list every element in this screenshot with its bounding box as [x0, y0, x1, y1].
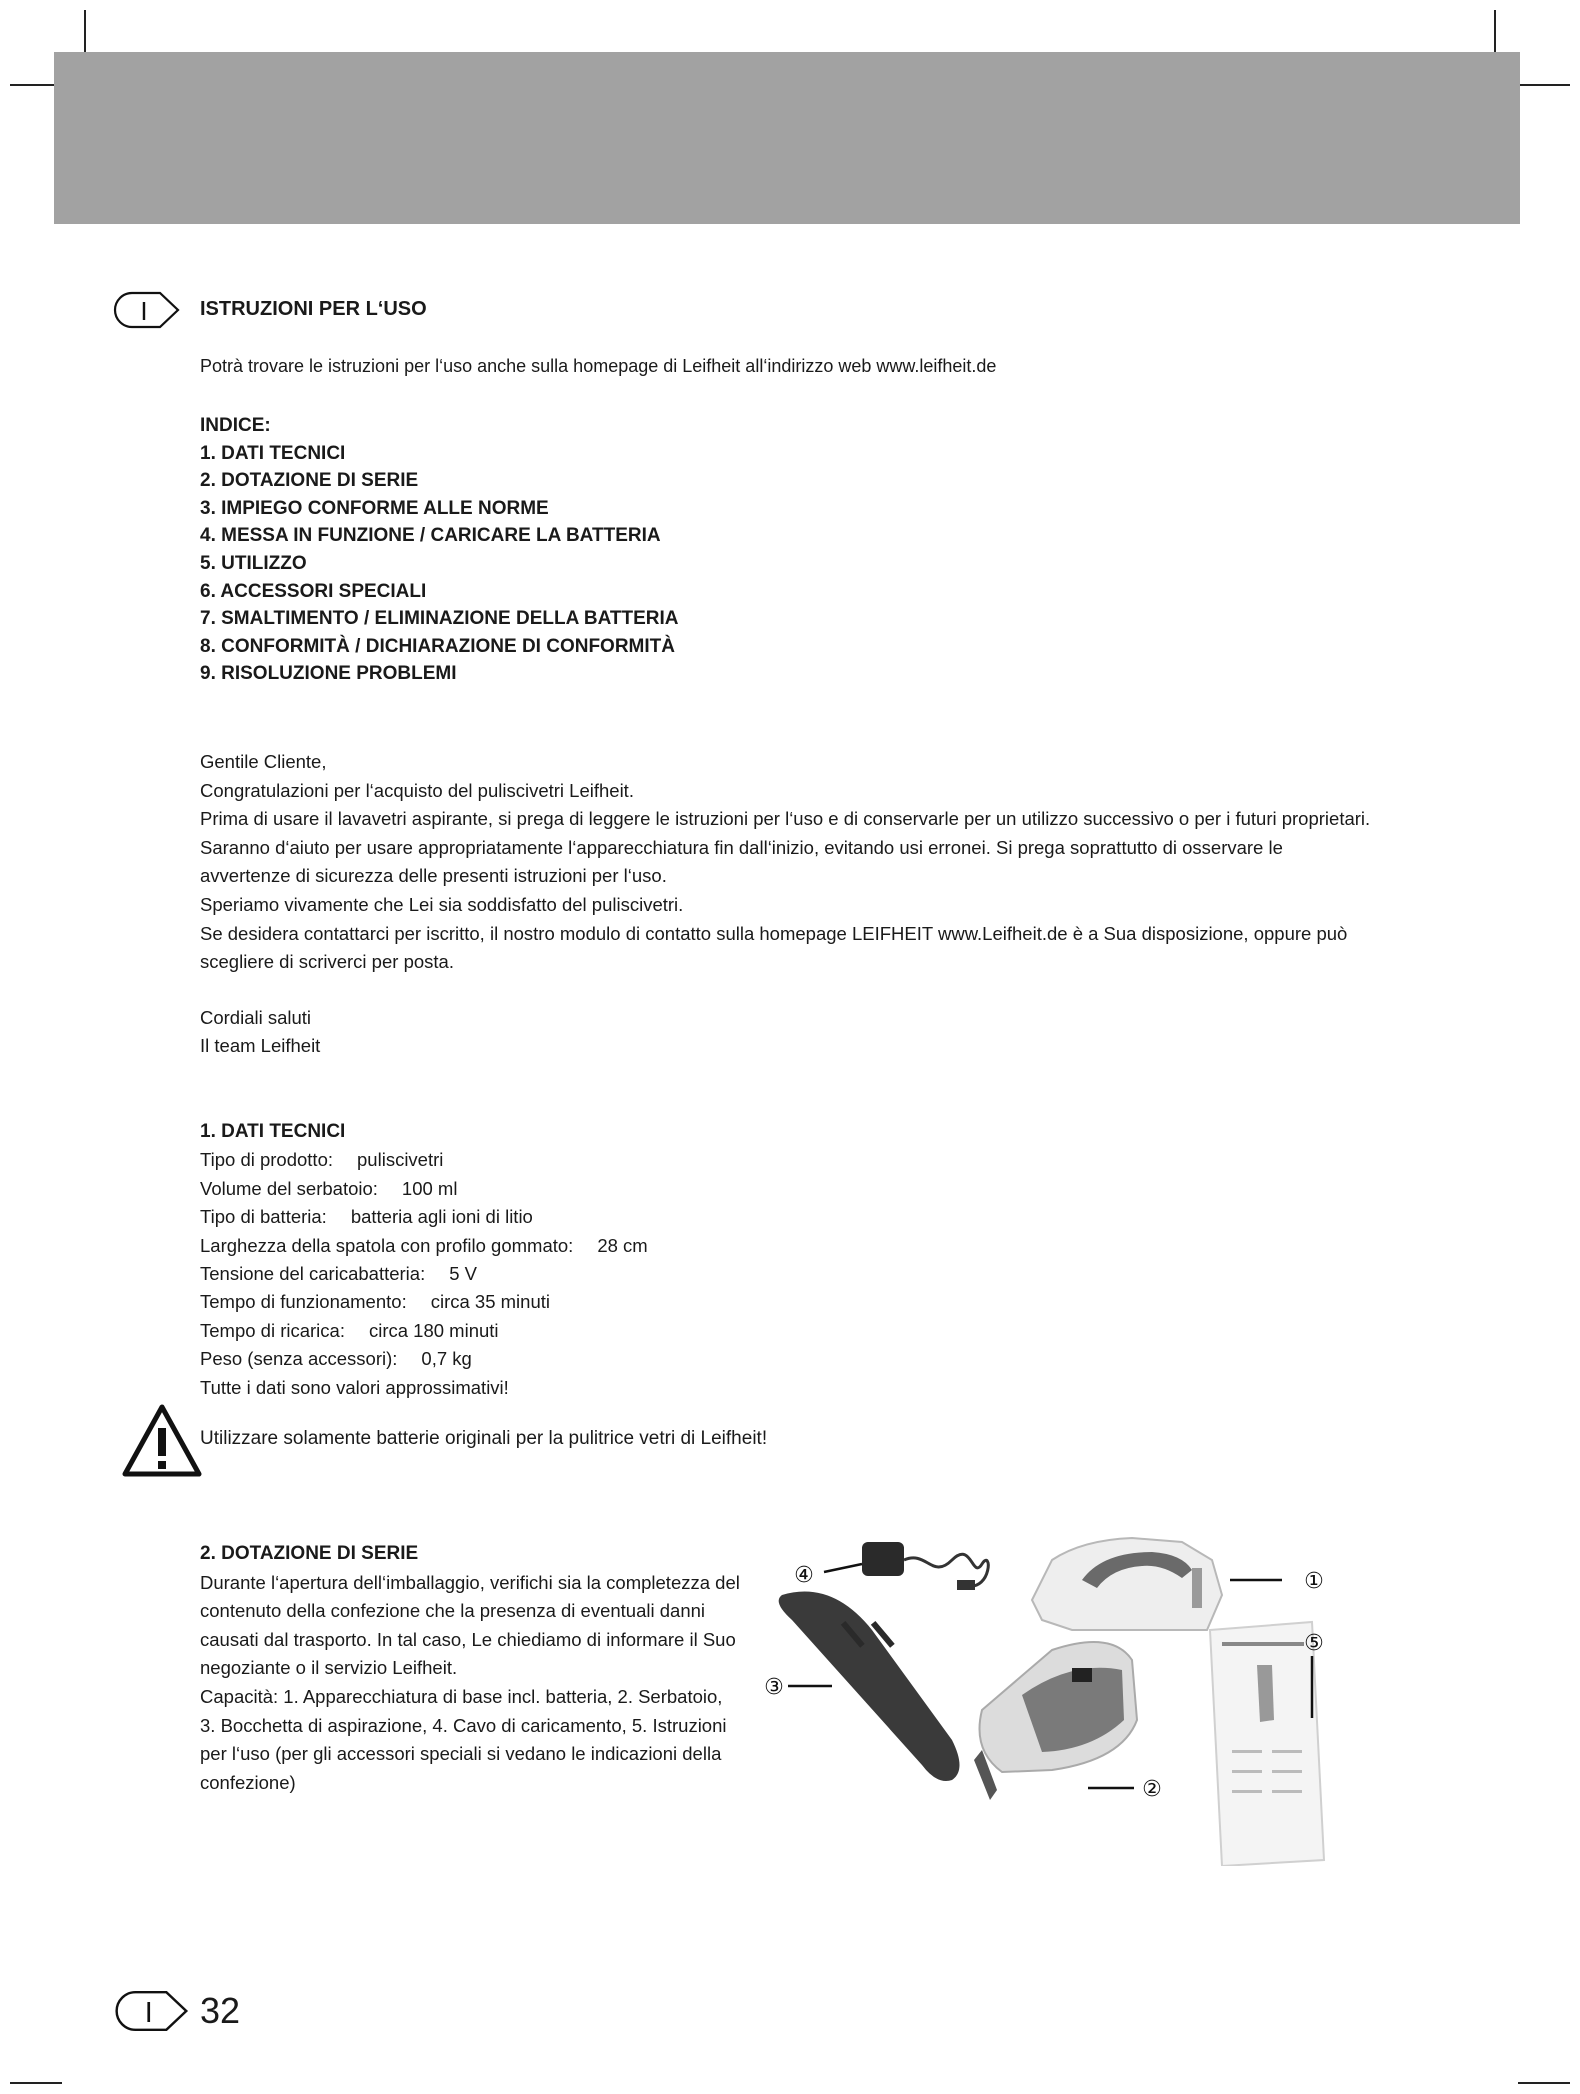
product-photo [752, 1520, 1392, 1866]
spec-row [200, 1146, 648, 1174]
spec-value: 100 ml [401, 1177, 458, 1199]
spec-row [200, 1288, 648, 1316]
spec-row [200, 1345, 648, 1373]
spec-row [200, 1203, 648, 1231]
toc-item: 6. ACCESSORI SPECIALI [200, 580, 427, 602]
toc-item: 7. SMALTIMENTO / ELIMINAZIONE DELLA BATTERIA [200, 608, 679, 630]
language-code: I [140, 296, 148, 326]
closing-line: Il team Leifheit [200, 1035, 321, 1056]
spec-row [200, 1175, 648, 1203]
letter-paragraph: Speriamo vivamente che Lei sia soddisfatto del puliscivetri. [200, 893, 684, 915]
equipment-text: Durante l‘apertura dell‘imballaggio, verifichi sia la completezza del contenuto della confezione che la presenza di eventuali danni causati dal trasporto. In tal caso, Le chiediamo di informare il Suo negoziante o il servizio Leifheit. [200, 1571, 740, 1679]
toc-item: 9. RISOLUZIONE PROBLEMI [200, 663, 457, 685]
spec-label: Tempo di ricarica: [200, 1319, 345, 1341]
callout-label: ③ [764, 1675, 784, 1700]
warning-text: Utilizzare solamente batterie originali per la pulitrice vetri di Leifheit! [200, 1428, 768, 1449]
spec-label: Tensione del caricabatteria: [200, 1263, 426, 1285]
manual-icon [1210, 1622, 1324, 1866]
callout-label: ④ [794, 1563, 814, 1588]
toc-item: 3. IMPIEGO CONFORME ALLE NORME [200, 497, 549, 519]
spec-row [200, 1232, 648, 1260]
letter-paragraph: Se desidera contattarci per iscritto, il nostro modulo di contatto sulla homepage LEIFHEIT www.Leifheit.de è a Sua disposizione, oppure può scegliere di scriverci per posta. [200, 922, 1348, 973]
letter-paragraph: Prima di usare il lavavetri aspirante, si prega di leggere le istruzioni per l‘uso e di conservarle per un utilizzo successivo o per i futuri proprietari. Saranno d‘aiuto per usare appropriatamente l‘apparecchiatura fin dall‘inizio, evitando usi erronei. Si prega soprattutto di osservare le avvertenze di sicurezza delle presenti istruzioni per l‘uso. [200, 808, 1371, 887]
section-heading: 1. DATI TECNICI [200, 1121, 346, 1142]
equipment-capacity: Capacità: 1. Apparecchiatura di base incl. batteria, 2. Serbatoio, 3. Bocchetta di aspirazione, 4. Cavo di caricamento, 5. Istruzioni per l‘uso (per gli accessori speciali si vedano le indicazioni della confezione) [200, 1685, 727, 1793]
spec-value: circa 35 minuti [430, 1291, 550, 1313]
spec-value: batteria agli ioni di litio [350, 1206, 533, 1228]
spec-label: Larghezza della spatola con profilo gommato: [200, 1234, 574, 1256]
language-badge-icon [112, 1990, 192, 2032]
toc-item: 8. CONFORMITÀ / DICHIARAZIONE DI CONFORMITÀ [200, 635, 675, 657]
callout-label: ② [1142, 1777, 1162, 1802]
table-of-contents [200, 412, 679, 688]
closing-line: Cordiali saluti [200, 1007, 312, 1028]
toc-item: 5. UTILIZZO [200, 552, 307, 574]
spec-value: 28 cm [597, 1234, 648, 1256]
base-unit-icon [1032, 1538, 1222, 1630]
spec-label: Volume del serbatoio: [200, 1177, 378, 1199]
intro-text: Potrà trovare le istruzioni per l‘uso anche sulla homepage di Leifheit all‘indirizzo web www.leifheit.de [200, 356, 997, 376]
letter-paragraph: Congratulazioni per l‘acquisto del puliscivetri Leifheit. [200, 779, 634, 801]
toc-item: 2. DOTAZIONE DI SERIE [200, 470, 419, 492]
callout-label: ⑤ [1304, 1631, 1324, 1656]
spec-value: circa 180 minuti [368, 1319, 499, 1341]
page-title: ISTRUZIONI PER L‘USO [200, 298, 427, 320]
letter-greeting: Gentile Cliente, [200, 751, 327, 772]
spec-label: Tipo di batteria: [200, 1206, 327, 1228]
section-heading: 2. DOTAZIONE DI SERIE [200, 1543, 419, 1564]
toc-heading: INDICE: [200, 415, 271, 436]
spec-row [200, 1260, 648, 1288]
letter-signature [200, 1004, 320, 1060]
page-number: 32 [200, 1990, 241, 2031]
spec-label: Tipo di prodotto: [200, 1149, 334, 1171]
warning-icon [122, 1404, 202, 1478]
toc-item: 4. MESSA IN FUNZIONE / CARICARE LA BATTERIA [200, 525, 661, 547]
header-band [54, 52, 1520, 224]
crop-mark [1518, 2082, 1570, 2084]
crop-mark [1518, 84, 1570, 86]
spec-value: 0,7 kg [421, 1348, 472, 1370]
language-badge-icon [112, 291, 182, 329]
water-tank-icon [974, 1642, 1137, 1800]
toc-item: 1. DATI TECNICI [200, 442, 346, 464]
spec-note: Tutte i dati sono valori approssimativi! [200, 1376, 509, 1398]
crop-mark [10, 2082, 62, 2084]
spec-label: Tempo di funzionamento: [200, 1291, 407, 1313]
language-code: I [144, 1997, 153, 2030]
spec-label: Peso (senza accessori): [200, 1348, 398, 1370]
spec-value: 5 V [449, 1263, 477, 1285]
standard-equipment [200, 1540, 740, 1797]
spec-row [200, 1317, 648, 1345]
welcome-letter [200, 748, 1375, 977]
charger-cable-icon [862, 1542, 988, 1590]
technical-data [200, 1118, 648, 1402]
spec-value: puliscivetri [357, 1149, 444, 1171]
callout-label: ① [1304, 1569, 1324, 1594]
